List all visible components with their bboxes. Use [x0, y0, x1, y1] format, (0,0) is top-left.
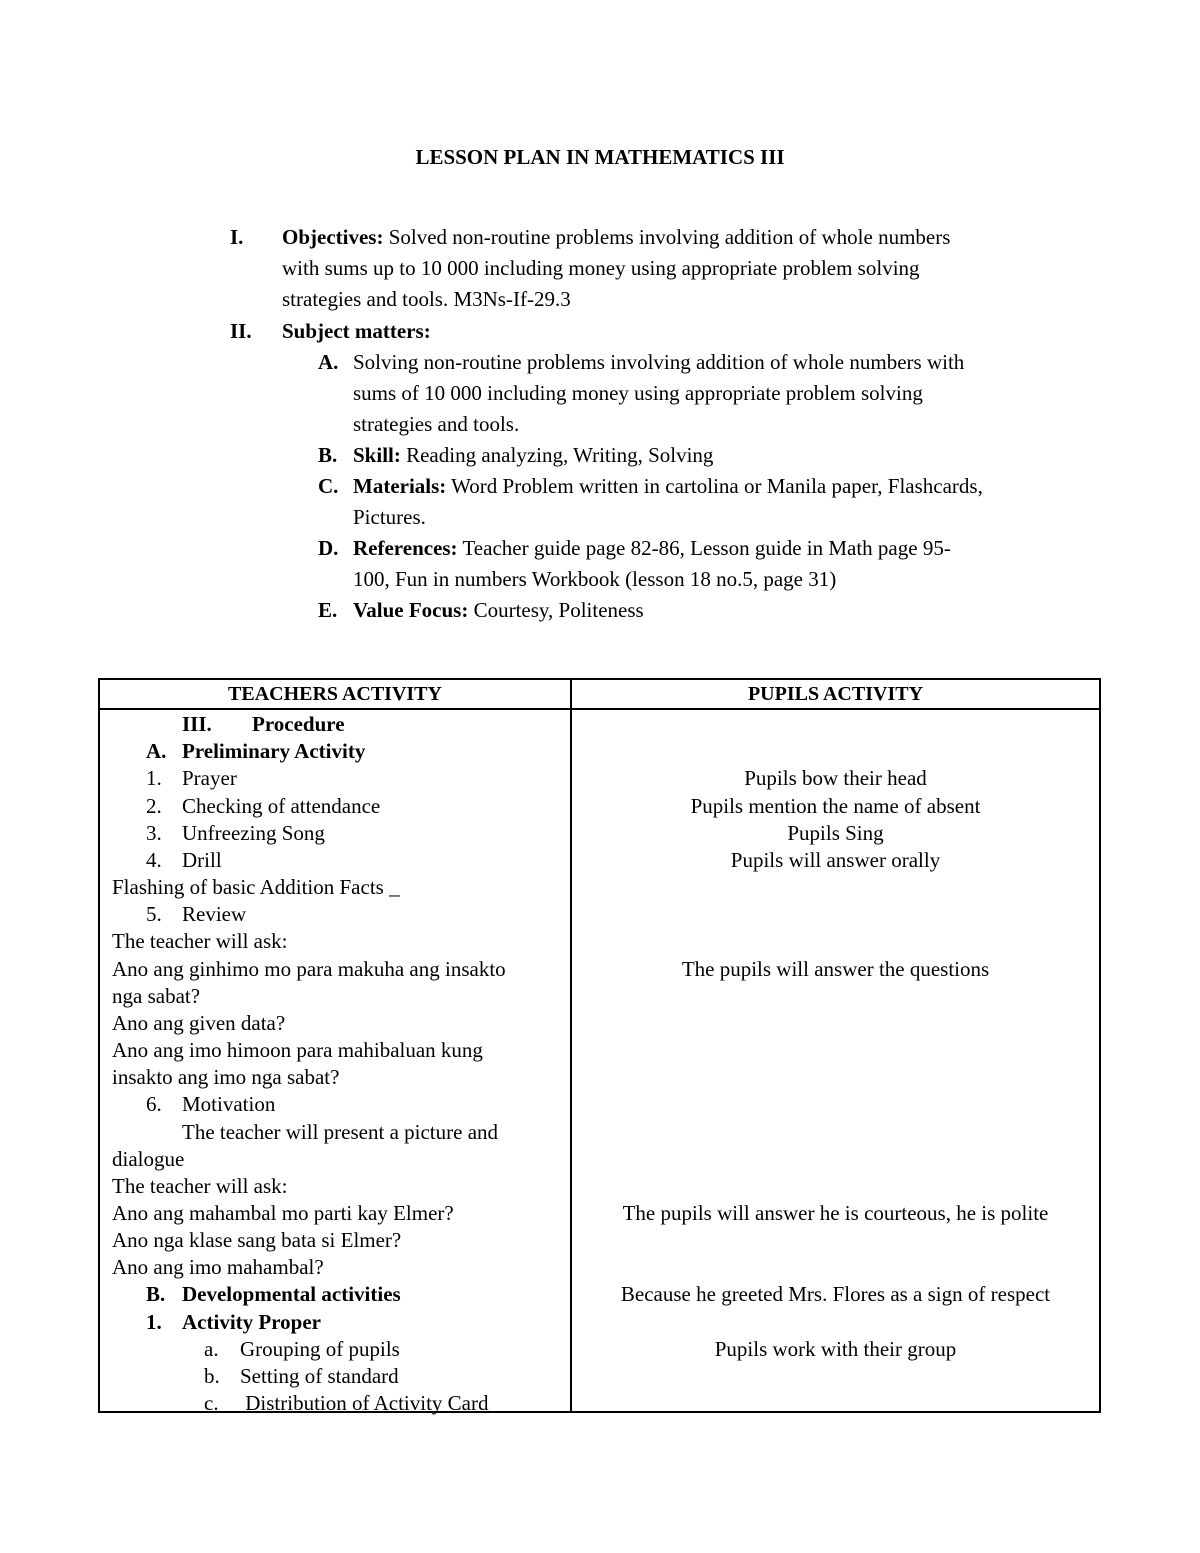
table-line: Procedure [252, 712, 345, 736]
table-line: Prayer [182, 766, 237, 790]
table-line: Ano ang imo mahambal? [112, 1255, 324, 1279]
table-line: Ano ang mahambal mo parti kay Elmer? [112, 1201, 454, 1225]
item-letter: C. [318, 474, 339, 498]
item-line: Solving non-routine problems involving addition of whole numbers with [353, 350, 965, 374]
table-line: Grouping of pupils [240, 1337, 400, 1361]
table-header-row [99, 679, 1100, 709]
table-line: Pupils work with their group [714, 1337, 957, 1361]
objectives-line: strategies and tools. M3Ns-If-29.3 [282, 287, 571, 311]
table-line: 2. [146, 794, 162, 818]
table-line: III. [182, 712, 212, 736]
table-line: Distribution of Activity Card [240, 1391, 489, 1415]
table-line: Pupils will answer orally [730, 848, 941, 872]
table-line: Drill [182, 848, 222, 872]
item-letter: B. [318, 443, 338, 467]
table-line: Because he greeted Mrs. Flores as a sign of respect [620, 1282, 1051, 1306]
table-line: Checking of attendance [182, 794, 381, 818]
table-line: a. [204, 1337, 219, 1361]
table-line: Review [182, 902, 247, 926]
table-line: 3. [146, 821, 162, 845]
table-line: 1. [146, 766, 162, 790]
objectives-line: Solved non-routine problems involving addition of whole numbers [388, 225, 951, 249]
subject-matters-numeral: II. [230, 319, 252, 343]
item-line: Pictures. [353, 505, 426, 529]
table-line: Developmental activities [182, 1282, 401, 1306]
item-line: sums of 10 000 including money using appropriate problem solving [353, 381, 923, 405]
table-line: 5. [146, 902, 162, 926]
table-line: Activity Proper [182, 1310, 321, 1334]
table-line: dialogue [112, 1147, 185, 1171]
table-line: nga sabat? [112, 984, 201, 1008]
table-line: Ano nga klase sang bata si Elmer? [112, 1228, 402, 1252]
item-line: Word Problem written in cartolina or Manila paper, Flashcards, [451, 474, 983, 498]
objectives-body [282, 222, 1062, 315]
table-line: B. [146, 1282, 166, 1306]
item-line: strategies and tools. [353, 412, 520, 436]
item-letter: A. [318, 350, 339, 374]
table-line: b. [204, 1364, 220, 1388]
table-line: 6. [146, 1092, 162, 1116]
table-line: The teacher will ask: [112, 1174, 288, 1198]
table-line: Ano ang imo himoon para mahibaluan kung [112, 1038, 483, 1062]
table-line: c. [204, 1391, 219, 1415]
activity-table [98, 678, 1101, 1413]
item-label: Materials: [353, 474, 447, 498]
teachers-activity-cell [99, 709, 571, 1415]
objectives-label: Objectives: [282, 225, 384, 249]
table-line: Flashing of basic Addition Facts _ [112, 875, 400, 899]
table-line: Setting of standard [240, 1364, 399, 1388]
subject-matters-label: Subject matters: [282, 319, 431, 343]
teachers-activity-header: TEACHERS ACTIVITY [99, 679, 571, 709]
table-body-row [99, 709, 1100, 1412]
table-line: Motivation [182, 1092, 276, 1116]
table-line: The pupils will answer the questions [681, 957, 990, 981]
table-line: 1. [146, 1310, 162, 1334]
table-line: Ano ang ginhimo mo para makuha ang insakto [112, 957, 506, 981]
item-line: Reading analyzing, Writing, Solving [406, 443, 714, 467]
pupils-activity-cell [571, 709, 1100, 1412]
item-line: Teacher guide page 82-86, Lesson guide in Math page 95- [462, 536, 951, 560]
page-title: LESSON PLAN IN MATHEMATICS III [415, 145, 785, 169]
item-label: References: [353, 536, 458, 560]
pupils-activity-header: PUPILS ACTIVITY [571, 679, 1100, 709]
objectives-line: with sums up to 10 000 including money using appropriate problem solving [282, 256, 920, 280]
objectives-numeral: I. [230, 225, 244, 249]
table-line: The teacher will present a picture and [182, 1120, 499, 1144]
table-line: The pupils will answer he is courteous, he is polite [622, 1201, 1049, 1225]
table-line: insakto ang imo nga sabat? [112, 1065, 340, 1089]
table-line: The teacher will ask: [112, 929, 288, 953]
pupils-activity-content [572, 710, 1099, 1411]
table-line: Pupils bow their head [744, 766, 927, 790]
table-line: Ano ang given data? [112, 1011, 286, 1035]
teachers-activity-content [100, 710, 570, 1415]
item-letter: D. [318, 536, 339, 560]
item-line: Courtesy, Politeness [473, 598, 644, 622]
table-line: Pupils Sing [787, 821, 884, 845]
table-line: Unfreezing Song [182, 821, 325, 845]
table-line: 4. [146, 848, 162, 872]
item-letter: E. [318, 598, 338, 622]
item-label: Skill: [353, 443, 401, 467]
table-line: Pupils mention the name of absent [690, 794, 981, 818]
table-line: Preliminary Activity [182, 739, 366, 763]
item-line: 100, Fun in numbers Workbook (lesson 18 no.5, page 31) [353, 567, 837, 591]
table-line: A. [146, 739, 167, 763]
item-label: Value Focus: [353, 598, 469, 622]
